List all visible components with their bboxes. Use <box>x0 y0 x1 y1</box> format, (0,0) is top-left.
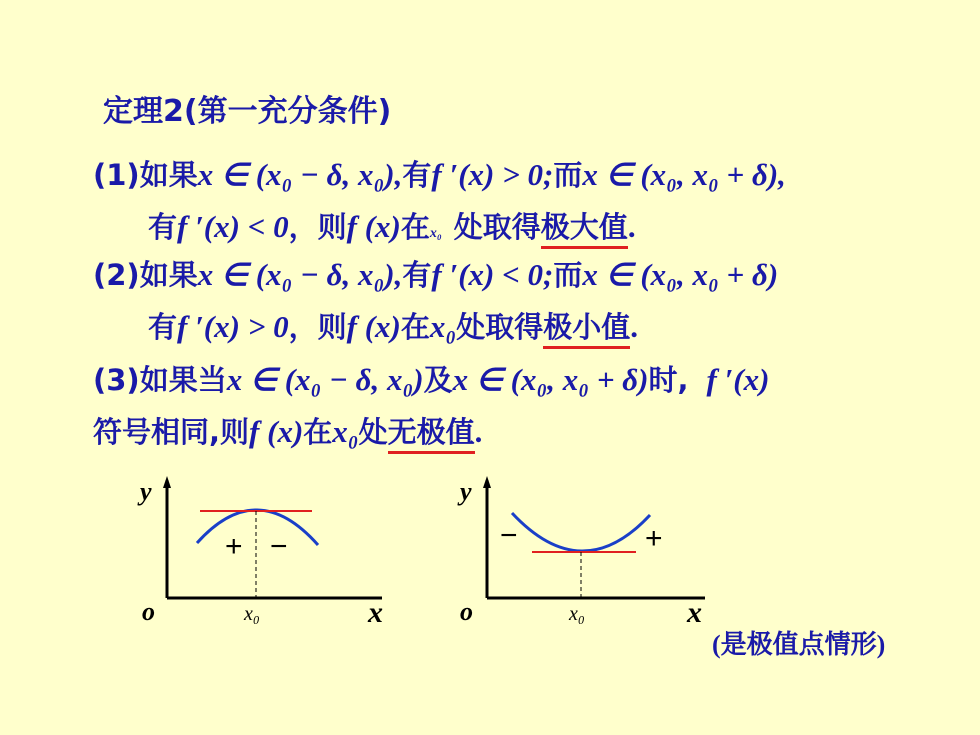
min-y-label: y <box>460 477 472 506</box>
case1-have2: 有 <box>148 210 178 244</box>
min-graph-y-arrow <box>483 476 491 488</box>
case2-x0: x₀ <box>429 309 457 344</box>
case1-line2 <box>148 205 636 249</box>
case1-then: ，则 <box>288 210 347 244</box>
case1-have: 有 <box>402 158 432 192</box>
max-y-label: y <box>140 477 152 506</box>
case1-result: 极大值 <box>541 205 628 249</box>
case3-and: 及 <box>423 363 453 397</box>
case1-cond3: f ′(x) < 0 <box>177 209 289 244</box>
min-curve <box>512 513 650 551</box>
case2-cond1b: f ′(x) < 0; <box>431 257 554 292</box>
case2-get: 处取得 <box>456 310 544 344</box>
case2-have: 有 <box>402 258 432 292</box>
case3-period: . <box>474 414 483 449</box>
case1-label: (1) <box>93 158 140 192</box>
min-plus-sign: + <box>645 522 663 555</box>
case1-period: . <box>627 209 636 244</box>
case2-line2 <box>148 305 638 349</box>
case3-label: (3) <box>93 363 140 397</box>
case3-then: 则 <box>220 415 250 449</box>
max-origin-label: o <box>142 597 155 626</box>
case2-line1 <box>93 253 778 294</box>
case1-cond2: x ∈ (x₀, x₀ + δ), <box>582 157 786 192</box>
max-curve <box>197 510 318 545</box>
case1-cond1b: f ′(x) > 0; <box>431 157 554 192</box>
max-x0-label: x₀ <box>244 603 260 625</box>
case2-cond1: x ∈ (x₀ − δ, x₀), <box>197 257 403 292</box>
min-graph <box>440 470 730 640</box>
min-origin-label: o <box>460 597 473 626</box>
case3-at: 在 <box>303 415 333 449</box>
case3-same-sign: 符号相同, <box>93 415 221 449</box>
case3-place: 处 <box>358 415 388 449</box>
case1-while: 而 <box>553 158 583 192</box>
case3-if: 如果当 <box>139 363 227 397</box>
case1-fx: f (x) <box>346 209 401 244</box>
case1-get: 处取得 <box>453 210 541 244</box>
case3-x0: x₀ <box>332 414 359 449</box>
graph-caption: (是极值点情形) <box>712 630 886 659</box>
case2-cond2: x ∈ (x₀, x₀ + δ) <box>582 257 779 292</box>
max-minus-sign: − <box>270 530 288 563</box>
case2-cond3: f ′(x) > 0 <box>177 309 289 344</box>
case3-line2 <box>93 410 482 454</box>
case2-have2: 有 <box>148 310 178 344</box>
min-x-label: x <box>687 596 702 629</box>
case2-if: 如果 <box>139 258 198 292</box>
case3-fx: f (x) <box>249 414 304 449</box>
case1-at: 在 <box>400 210 430 244</box>
case1-cond1: x ∈ (x₀ − δ, x₀), <box>197 157 403 192</box>
theorem-title: 定理2(第一充分条件) <box>103 94 392 129</box>
max-graph <box>120 470 410 640</box>
case2-then: ，则 <box>288 310 347 344</box>
case2-fx: f (x) <box>346 309 401 344</box>
max-graph-y-arrow <box>163 476 171 488</box>
case3-fprime: f ′(x) <box>706 362 770 397</box>
max-plus-sign: + <box>225 530 243 563</box>
case1-line1 <box>93 153 786 194</box>
case3-cond2: x ∈ (x₀, x₀ + δ) <box>452 362 649 397</box>
max-x-label: x <box>368 596 383 629</box>
case2-result: 极小值 <box>543 305 630 349</box>
case3-cond1: x ∈ (x₀ − δ, x₀) <box>226 362 424 397</box>
case3-line1 <box>93 358 769 399</box>
case2-label: (2) <box>93 258 140 292</box>
case1-x0: x₀ <box>429 226 442 241</box>
case1-if: 如果 <box>139 158 198 192</box>
case3-result: 无极值 <box>388 410 475 454</box>
case2-at: 在 <box>400 310 430 344</box>
case3-when: 时, <box>648 363 689 397</box>
case2-while: 而 <box>553 258 583 292</box>
min-minus-sign: − <box>500 519 518 552</box>
case2-period: . <box>630 309 638 344</box>
min-x0-label: x₀ <box>569 603 585 625</box>
